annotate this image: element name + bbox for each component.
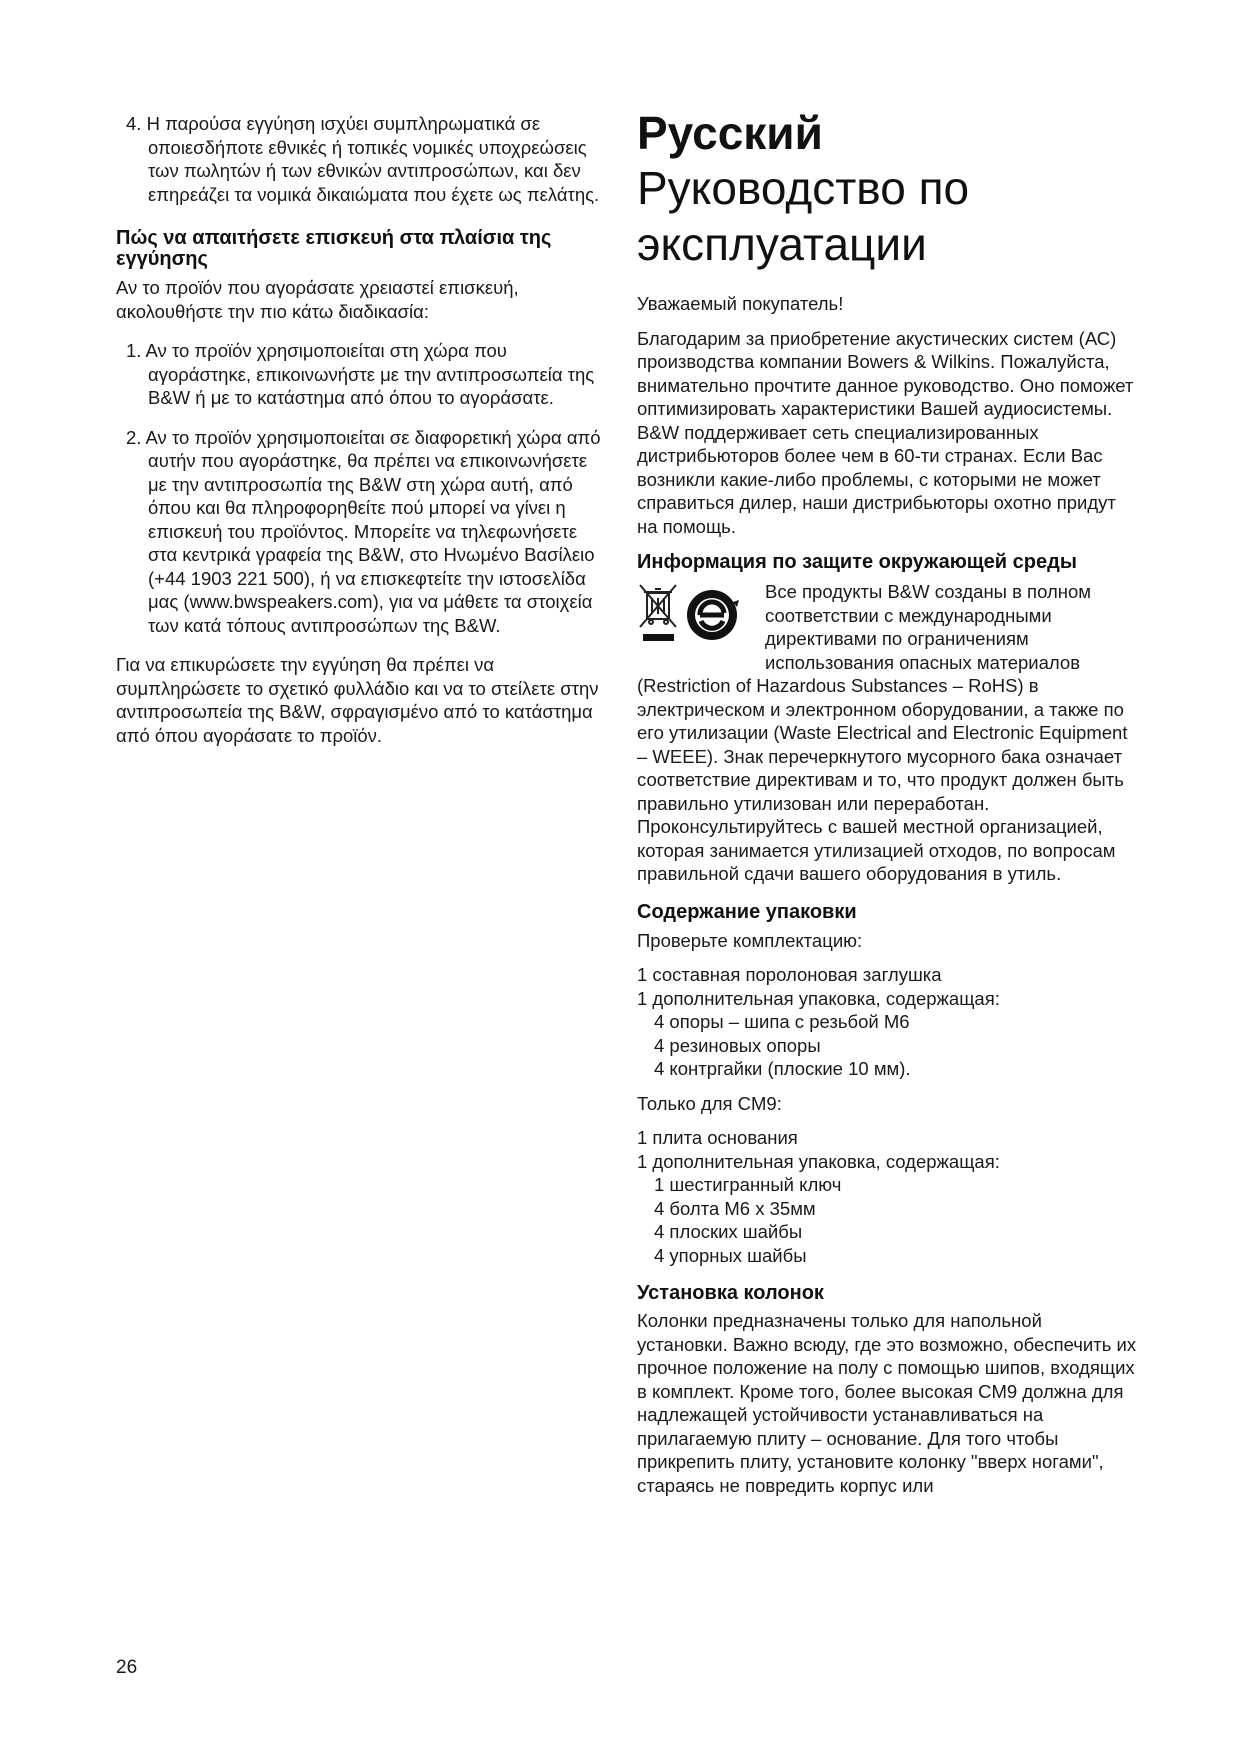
list-item: 1 составная поролоновая заглушка: [637, 964, 942, 985]
repair-intro: Αν το προϊόν που αγοράσατε χρειαστεί επισκευή, ακολουθήστε την πιο κάτω διαδικασία:: [116, 277, 519, 322]
weee-rohs-icon: [637, 580, 755, 652]
list-item: 4 резиновых опоры: [654, 1034, 821, 1056]
cm9-list: [637, 1126, 1137, 1267]
package-list: [637, 963, 1137, 1081]
list-item: 4 упорных шайбы: [654, 1244, 807, 1266]
repair-heading: Πώς να απαιτήσετε επισκευή στα πλαίσια της εγγύησης: [116, 227, 552, 270]
list-item: 1 дополнительная упаковка, содержащая:: [637, 1150, 1000, 1172]
warranty-closing: Για να επικυρώσετε την εγγύηση θα πρέπει να συμπληρώσετε το σχετικό φυλλάδιο και να το στείλετε στην αντιπροσωπεία της B&W, σφραγισμένο από το κατάστημα από όπου αγοράσατε το προϊόν.: [116, 654, 599, 746]
package-heading: Содержание упаковки: [637, 900, 857, 923]
thanks-paragraph: Благодарим за приобретение акустических систем (АС) производства компании Bowers & Wilkins. Пожалуйста, внимательно прочтите данное руководство. Оно поможет оптимизировать характеристики Вашей аудиосистемы. B&W поддерживает сеть специализированных дистрибьюторов более чем в 60-ти странах. Если Вас возникли какие-либо проблемы, с которыми не может справиться дилер, наши дистрибьюторы охотно придут на помощь.: [637, 327, 1134, 537]
manual-title: Руководство по эксплуатации: [637, 162, 970, 270]
greeting: Уважаемый покупатель!: [637, 293, 844, 314]
repair-item-1: 1. Αν το προϊόν χρησιμοποιείται στη χώρα που αγοράστηκε, επικοινωνήστε με την αντιπροσωπεία της B&W ή με το κατάστημα από όπου το αγοράσατε.: [126, 340, 595, 408]
installation-heading: Установка колонок: [637, 1282, 824, 1304]
page-number: 26: [116, 1657, 138, 1678]
environment-text: Все продукты B&W созданы в полном соответствии с международными директивами по ограничениям использования опасных материалов (Restriction of Hazardous Substances – RoHS) в электрическом и электронном оборудовании, а также по его утилизации (Waste Electrical and Electronic Equipment – WEEE). Знак перечеркнутого мусорного бака означает соответствие директивам и то, что продукт должен быть правильно утилизован или переработан. Проконсультируйтесь с вашей местной организацией, которая занимается утилизацией отходов, по вопросам правильной сдачи вашего оборудования в утиль.: [637, 581, 1128, 884]
list-item: 4 контргайки (плоские 10 мм).: [654, 1058, 911, 1079]
language-title: Русский: [637, 107, 823, 159]
list-item: 4 болта М6 х 35мм: [654, 1197, 816, 1219]
package-intro: Проверьте комплектацию:: [637, 929, 863, 951]
environment-block: [637, 580, 1137, 886]
list-item: 4 опоры – шипа с резьбой М6: [654, 1011, 910, 1032]
cm9-only-label: Только для CM9:: [637, 1092, 782, 1114]
left-column: [116, 112, 606, 747]
repair-item-2: 2. Αν το προϊόν χρησιμοποιείται σε διαφορετική χώρα από αυτήν που αγοράστηκε, θα πρέπει να επικοινωνήσετε με την αντιπροσωπία της B&W στη χώρα αυτή, από όπου και θα πληροφορηθείτε πού μπορεί να γίνει η επισκευή του προϊόντος. Μπορείτε να τηλεφωνήσετε στα κεντρικά γραφεία της B&W, στο Ηνωμένο Βασίλειο (+44 1903 221 500), ή να επισκεφτείτε την ιστοσελίδα μας (www.bwspeakers.com), για να μάθετε τα στοιχεία των κατά τόπους αντιπροσώπων της B&W.: [126, 426, 601, 636]
list-item: 1 плита основания: [637, 1127, 798, 1148]
installation-text: Колонки предназначены только для напольной установки. Важно всюду, где это возможно, обеспечить их прочное положение на полу с помощью шипов, входящих в комплект. Кроме того, более высокая CM9 должна для надлежащей устойчивости устанавливаться на прилагаемую плиту – основание. Для того чтобы прикрепить плиту, установите колонку "вверх ногами", стараясь не повредить корпус или: [637, 1310, 1137, 1496]
list-item: 1 шестигранный ключ: [654, 1174, 842, 1195]
list-item: 1 дополнительная упаковка, содержащая:: [637, 987, 1000, 1009]
environment-heading: Информация по защите окружающей среды: [637, 551, 1077, 573]
list-item: 4 плоских шайбы: [654, 1221, 803, 1242]
warranty-item-4: 4. Η παρούσα εγγύηση ισχύει συμπληρωματικά σε οποιεσδήποτε εθνικές ή τοπικές νομικές υποχρεώσεις των πωλητών ή των εθνικών αντιπροσώπων, και δεν επηρεάζει τα νομικά δικαιώματα που έχετε ως πελάτης.: [126, 113, 600, 205]
right-column: [637, 107, 1137, 1497]
